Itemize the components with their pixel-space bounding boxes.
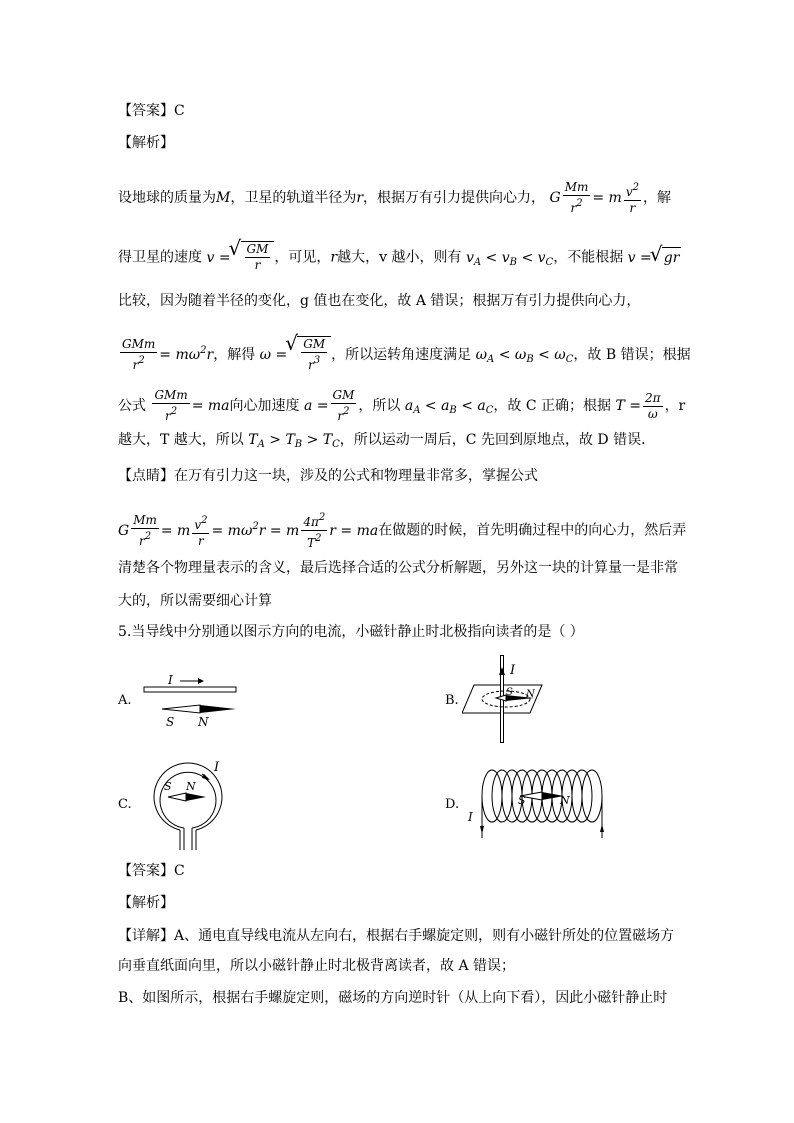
formula-a-order: $a_A < a_B < a_C$: [404, 398, 494, 416]
option-a-label: A.: [118, 693, 132, 708]
text-run: 设地球的质量为: [118, 190, 216, 206]
formula-omega-order: $\omega_A < \omega_B < \omega_C$: [475, 347, 574, 365]
answer-label-2: 【答案】C: [118, 863, 185, 879]
analysis-para-4: [118, 336, 691, 373]
formula-gravity: G $\frac{Mm}{r^2}$ = m $\frac{v^2}{r}$: [549, 180, 639, 215]
text-run: ，所以运转角速度满足: [331, 347, 472, 363]
text-run: 越大，v 越小，则有: [337, 249, 462, 266]
text-run: ，卫星的轨道半径为: [230, 190, 357, 206]
figure-a-current-label: I: [168, 673, 173, 687]
text-run: 在万有引力这一块，涉及的公式和物理量非常多，掌握公式: [174, 468, 538, 484]
analysis-para-6: [118, 430, 655, 455]
comment-para-2: [118, 510, 686, 551]
analysis-para-2: 得卫星的速度 v = √ $\frac{GM}{r}$ ，可见，r越大，v 越小，则有 $v_A < v_B < v_C$，不能根据 v =√ gr: [118, 241, 681, 273]
text-run: 向心加速度: [229, 398, 300, 414]
figure-c-circular-loop: [140, 760, 240, 850]
text-run: ，所以运动一周后，C 先回到原地点，故 D 错误．: [339, 432, 656, 448]
svg-text:N: N: [560, 794, 570, 807]
comment-label: 【点睛】: [118, 468, 174, 484]
figure-b-current-label: I: [510, 663, 516, 678]
formula-T-order: $T_A > T_B > T_C$: [248, 432, 340, 450]
comment-para-3: 清楚各个物理量表示的含义，最后选择合适的公式分析解题，另外这一块的计算量一是非常: [118, 560, 678, 576]
text-run: 公式: [118, 398, 146, 414]
formula-omega: $\frac{\text{GMm}}{r^2}$ = $m\omega^2r$: [122, 337, 214, 372]
formula-a: a = $\frac{GM}{r^2}$: [303, 388, 355, 423]
figure-d-current-label: I: [468, 810, 473, 824]
answer-label-1: 【答案】C: [118, 103, 185, 119]
formula-omega-solution: ω = √ $\frac{GM}{r^3}$: [260, 347, 331, 363]
figure-c-current-label: I: [214, 760, 220, 775]
analysis-para-1: [118, 180, 671, 216]
option-b-label: B.: [445, 693, 459, 708]
text-run: ，可见，: [274, 249, 331, 266]
label-S: S: [166, 715, 175, 728]
label-N: N: [198, 715, 209, 728]
text-run: ，r: [664, 398, 686, 414]
formula-velocity-order: $v_A < v_B < v_C$: [465, 249, 554, 268]
question-5-stem: 5.当导线中分别通以图示方向的电流，小磁针静止时北极指向读者的是（ ）: [118, 624, 584, 640]
svg-text:S: S: [518, 794, 526, 807]
formula-summary: G $\frac{Mm}{r^2}$ = m $\frac{v^2}{r}$ = $m\omega^2r = m$ $\frac{4\pi^2}{T^2}$ r = ma: [118, 512, 379, 550]
formula-accel: $\frac{\text{GMm}}{r^2}$ = ma: [154, 388, 230, 423]
text-run: ，根据万有引力提供向心力，: [363, 190, 546, 206]
analysis-label-1: 【解析】: [118, 135, 174, 151]
text-run: ，故 C 正确；根据: [493, 398, 612, 414]
analysis2-line-3: B、如图所示，根据右手螺旋定则，磁场的方向逆时针（从上向下看），因此小磁针静止时: [118, 990, 668, 1006]
option-d-label: D.: [445, 797, 460, 812]
formula-period: T = $\frac{2\pi}{\omega}$: [615, 390, 661, 421]
text-run: 在做题的时候，首先明确过程中的向心力，然后弄: [378, 522, 687, 539]
text-run: ，不能根据: [553, 249, 624, 266]
comment-para-1: [118, 466, 538, 486]
formula-v-sqrt-gr: v =√ gr: [628, 250, 682, 266]
svg-text:N: N: [526, 689, 535, 700]
text-run: ，故 B 错误；根据: [573, 347, 691, 363]
math-var: r: [356, 190, 364, 206]
comment-para-4: 大的，所以需要细心计算: [118, 593, 272, 609]
svg-text:S: S: [506, 687, 513, 698]
text-run: ，解: [642, 190, 671, 206]
text-run: ，所以: [358, 398, 401, 414]
figure-a-straight-wire: [140, 672, 240, 728]
figure-b-vertical-wire: [462, 655, 552, 743]
text-run: 得卫星的速度: [118, 249, 202, 266]
analysis2-line-1: 【详解】A、通电直导线电流从左向右，根据右手螺旋定则，则有小磁针所处的位置磁场方: [118, 928, 675, 944]
svg-text:S: S: [164, 780, 172, 793]
option-c-label: C.: [118, 797, 132, 812]
analysis-para-5: [118, 388, 685, 424]
analysis2-line-2: 向垂直纸面向里，所以小磁针静止时北极背离读者，故 A 错误；: [118, 958, 516, 974]
figure-d-solenoid: [462, 760, 612, 848]
analysis-para-3: 比较，因为随着半径的变化，g 值也在变化，故 A 错误；根据万有引力提供向心力，: [118, 293, 641, 309]
svg-text:N: N: [186, 780, 196, 793]
analysis-label-2: 【解析】: [118, 895, 174, 911]
text-run: ，解得: [213, 347, 256, 363]
text-run: 越大，T 越大，所以: [118, 432, 244, 448]
formula-velocity: v = √ $\frac{GM}{r}$: [206, 250, 274, 266]
math-var: M: [216, 190, 231, 206]
